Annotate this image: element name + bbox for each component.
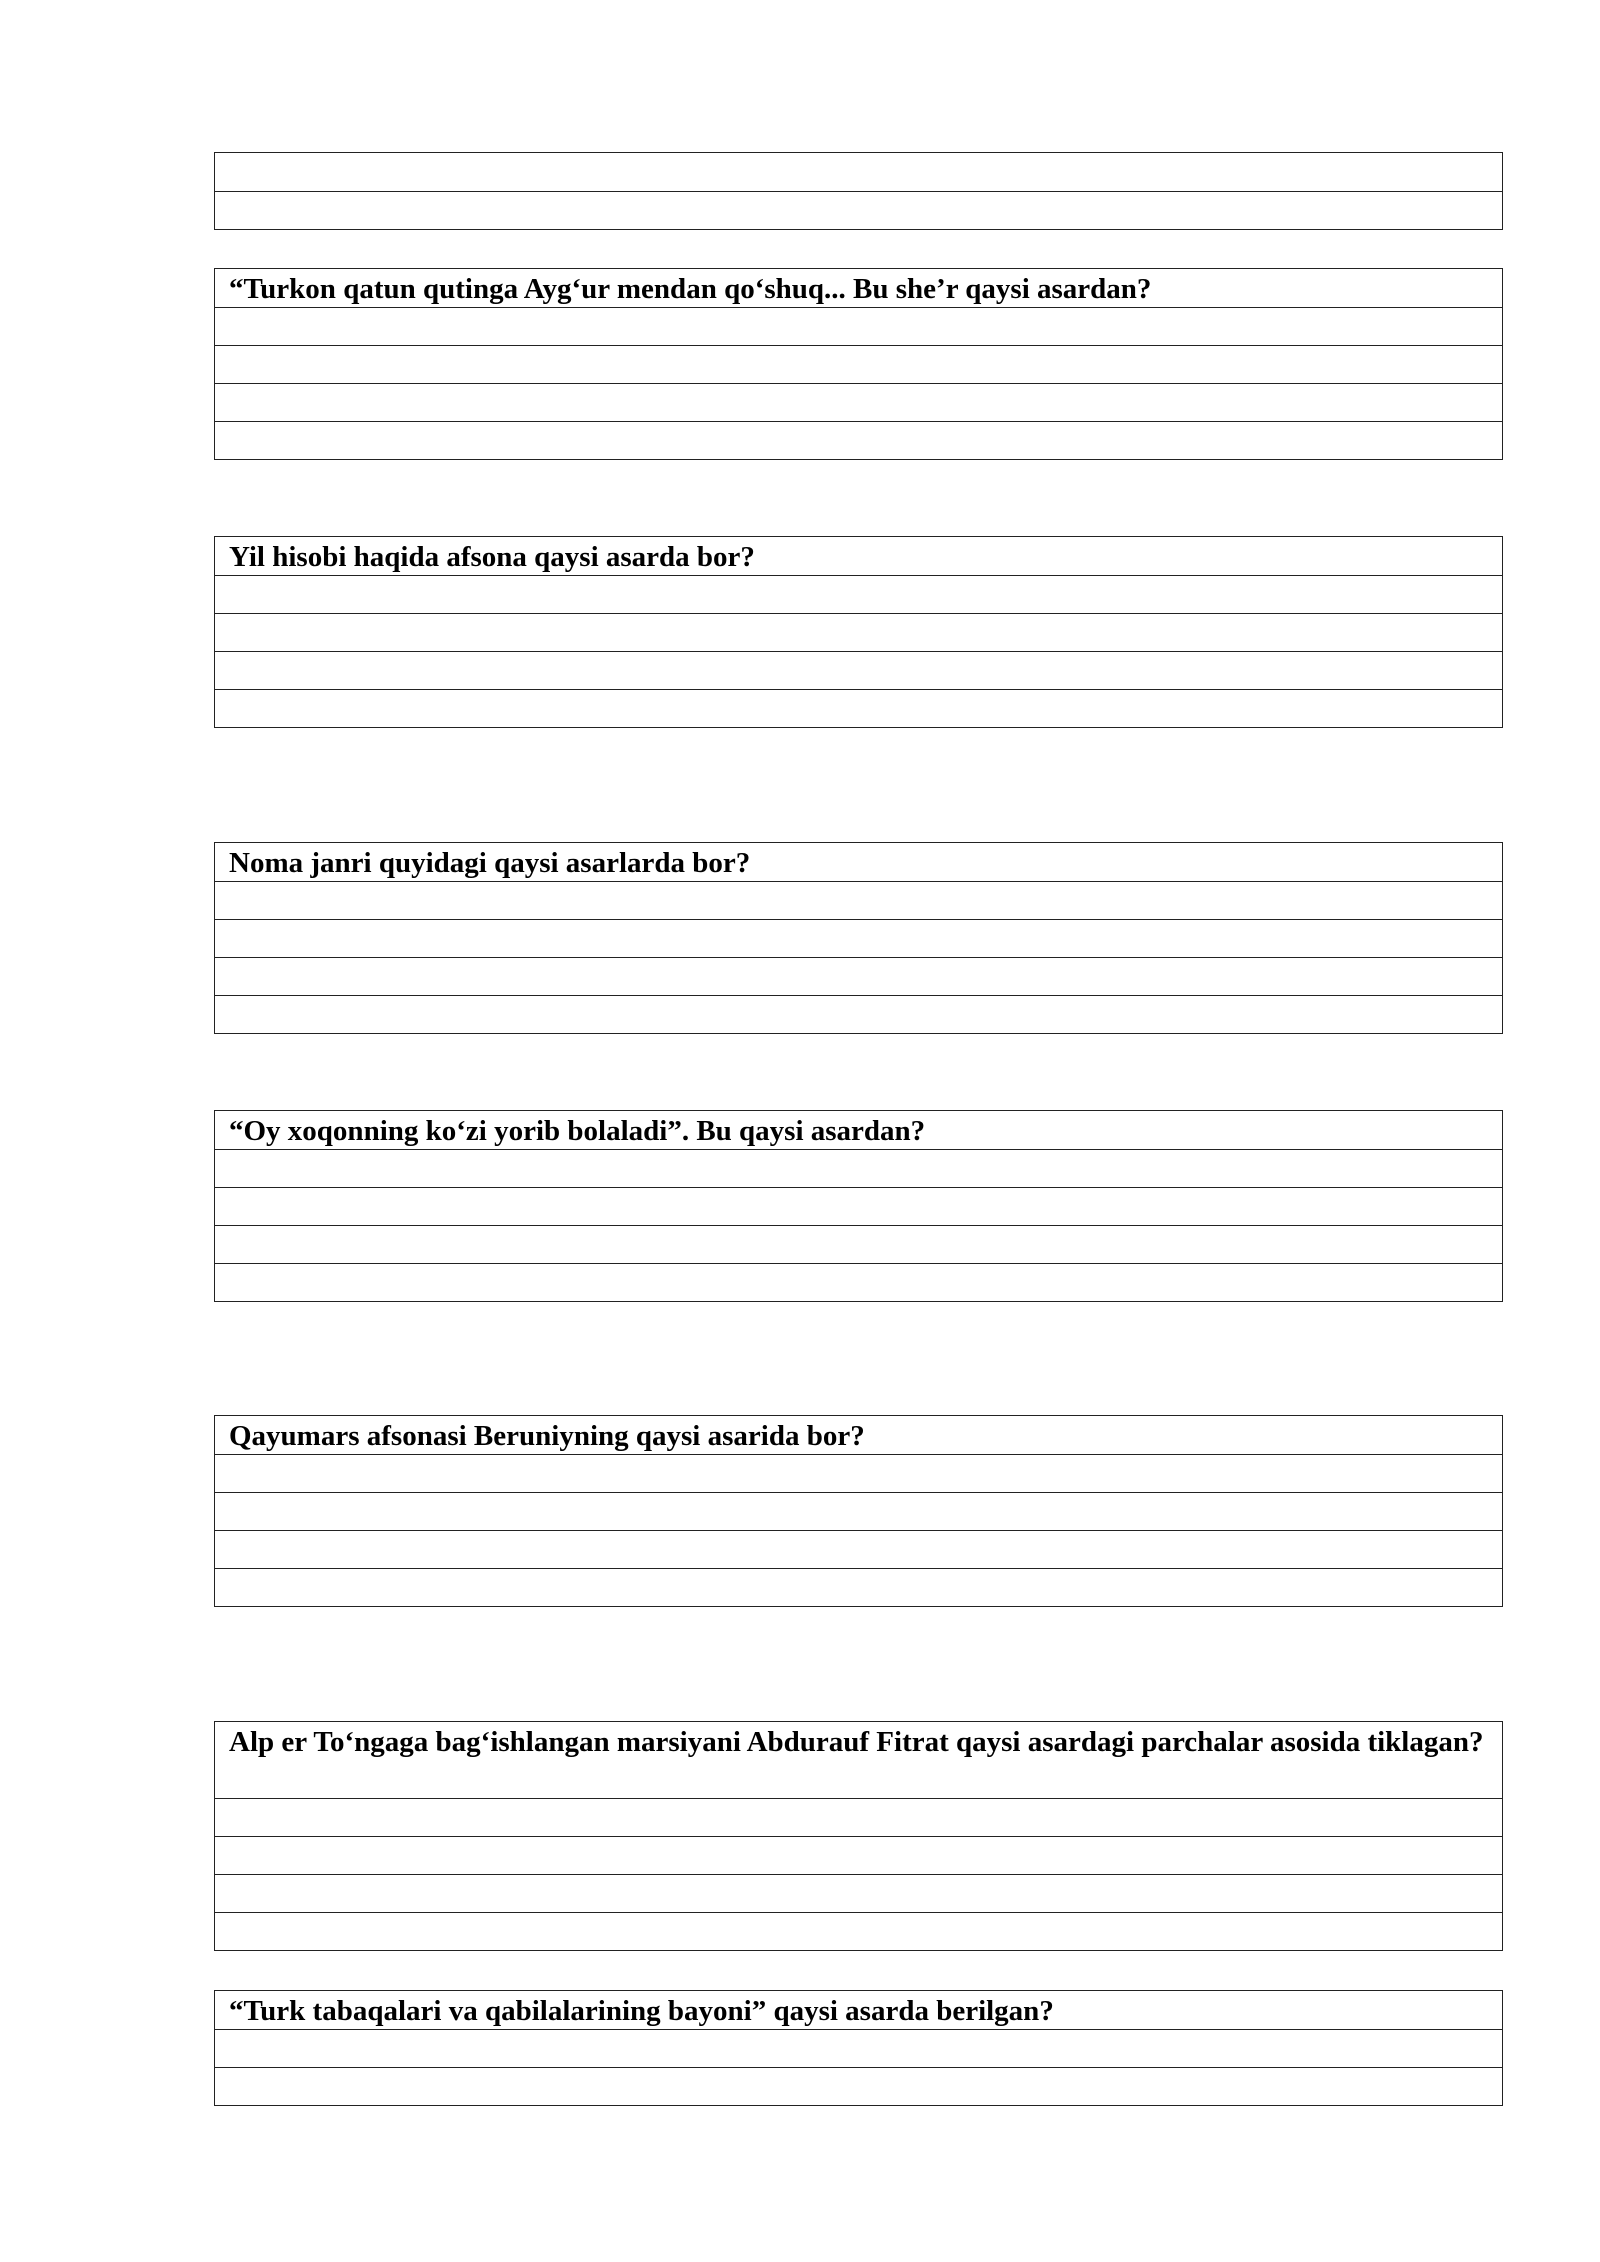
question-text: “Turk tabaqalari va qabilalarining bayoni” qaysi asarda berilgan? (229, 1995, 1054, 2027)
question-table-2 (214, 536, 1503, 728)
answer-row[interactable] (215, 575, 1502, 613)
answer-row[interactable] (215, 1568, 1502, 1606)
answer-row[interactable] (215, 2029, 1502, 2067)
answer-row[interactable] (215, 2067, 1502, 2105)
question-text: Qayumars afsonasi Beruniyning qaysi asarida bor? (229, 1420, 865, 1452)
answer-row[interactable] (215, 881, 1502, 919)
answer-row[interactable] (215, 1225, 1502, 1263)
answer-row[interactable] (215, 421, 1502, 459)
answer-table-top (214, 152, 1503, 230)
answer-row[interactable] (215, 1263, 1502, 1301)
answer-row[interactable] (215, 1149, 1502, 1187)
answer-row[interactable] (215, 1530, 1502, 1568)
answer-row[interactable] (215, 1187, 1502, 1225)
answer-row[interactable] (215, 191, 1502, 229)
question-text: “Oy xoqonning ko‘zi yorib bolaladi”. Bu qaysi asardan? (229, 1115, 926, 1147)
question-text: Noma janri quyidagi qaysi asarlarda bor? (229, 847, 751, 879)
answer-row[interactable] (215, 651, 1502, 689)
answer-row[interactable] (215, 613, 1502, 651)
answer-row[interactable] (215, 345, 1502, 383)
answer-row[interactable] (215, 307, 1502, 345)
question-table-6 (214, 1721, 1503, 1951)
answer-row[interactable] (215, 1798, 1502, 1836)
question-table-1 (214, 268, 1503, 460)
answer-row[interactable] (215, 1454, 1502, 1492)
answer-row[interactable] (215, 689, 1502, 727)
answer-row[interactable] (215, 1874, 1502, 1912)
answer-row[interactable] (215, 957, 1502, 995)
answer-row[interactable] (215, 995, 1502, 1033)
question-text: “Turkon qatun qutinga Ayg‘ur mendan qo‘shuq... Bu she’r qaysi asardan? (229, 273, 1152, 305)
answer-row[interactable] (215, 153, 1502, 191)
answer-row[interactable] (215, 383, 1502, 421)
question-table-5 (214, 1415, 1503, 1607)
question-table-7 (214, 1990, 1503, 2106)
question-text: Alp er To‘ngaga bag‘ishlangan marsiyani Abdurauf Fitrat qaysi asardagi parchalar asosida tiklagan? (229, 1726, 1484, 1758)
question-table-3 (214, 842, 1503, 1034)
answer-row[interactable] (215, 1836, 1502, 1874)
answer-row[interactable] (215, 1492, 1502, 1530)
question-table-4 (214, 1110, 1503, 1302)
question-text: Yil hisobi haqida afsona qaysi asarda bor? (229, 541, 755, 573)
answer-row[interactable] (215, 1912, 1502, 1950)
answer-row[interactable] (215, 919, 1502, 957)
